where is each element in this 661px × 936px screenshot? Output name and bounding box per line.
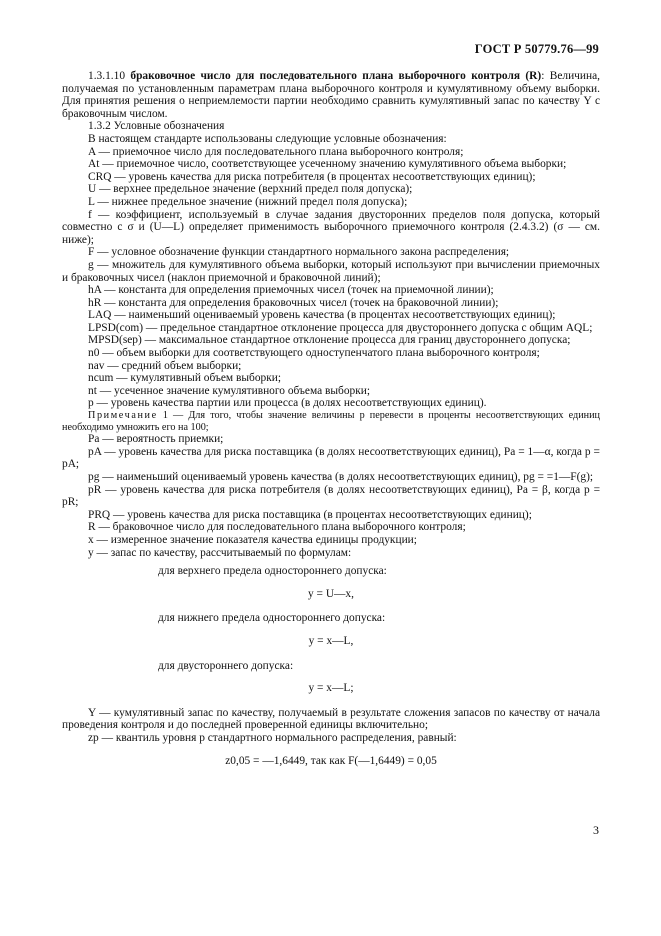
definition-item: F — условное обозначение функции стандартного нормального закона распределения; — [88, 246, 510, 259]
formula: y = x—L; — [308, 682, 354, 695]
definition-item: p — уровень качества партии или процесса (в долях несоответствующих единиц). — [88, 397, 487, 410]
definition-item: Pa — вероятность приемки; — [88, 433, 224, 446]
cumulative-margin-paragraph: Y — кумулятивный запас по качеству, получаемый в результате сложения запасов по качеству от начала проведения контроля и до последней проверенной единицы включительно; — [62, 706, 600, 732]
page-body — [62, 70, 600, 779]
formula-label: для верхнего предела одностороннего допуска: — [158, 565, 387, 578]
section-heading: 1.3.2 Условные обозначения — [88, 120, 225, 133]
term-definition-paragraph — [62, 70, 600, 120]
note-text: 1 — Для того, чтобы значение величины p перевести в проценты несоответствующих единиц необходимо умножить его на 100; — [62, 410, 600, 433]
definition-item: x — измеренное значение показателя качества единицы продукции; — [88, 533, 417, 546]
term-title: браковочное число для последовательного плана выборочного контроля (R) — [130, 70, 542, 82]
final-formula: z0,05 = —1,6449, так как F(—1,6449) = 0,05 — [225, 754, 437, 767]
definition-item: LAQ — наименьший оцениваемый уровень качества (в процентах несоответствующих единиц); — [88, 309, 556, 322]
definition-item: nav — средний объем выборки; — [88, 359, 242, 372]
definition-item: n0 — объем выборки для соответствующего одноступенчатого плана выборочного контроля; — [88, 347, 540, 360]
definition-item: At — приемочное число, соответствующее усеченному значению кумулятивного объема выборки; — [88, 158, 567, 171]
definition-item: nt — усеченное значение кумулятивного объема выборки; — [88, 384, 371, 397]
formula: y = U—x, — [308, 587, 354, 600]
clause-number: 1.3.1.10 — [88, 70, 131, 82]
definition-item: pA — уровень качества для риска поставщика (в долях несоответствующих единиц), Pa = 1—α, когда p = pA; — [62, 445, 600, 471]
quantile-paragraph: zp — квантиль уровня p стандартного нормального распределения, равный: — [88, 731, 457, 744]
definition-item: A — приемочное число для последовательного плана выборочного контроля; — [88, 145, 464, 158]
definition-item: g — множитель для кумулятивного объема выборки, который используют при вычислении приемочных и браковочных чисел (наклон приемочной и браковочной линий); — [62, 258, 600, 284]
intro-paragraph: В настоящем стандарте использованы следующие условные обозначения: — [88, 132, 447, 145]
definition-item: CRQ — уровень качества для риска потребителя (в процентах несоответствующих единиц); — [88, 170, 536, 183]
definition-item: hR — константа для определения браковочных чисел (точек на браковочной линии); — [88, 296, 499, 309]
definition-item: R — браковочное число для последовательного плана выборочного контроля; — [88, 521, 466, 534]
definition-item: U — верхнее предельное значение (верхний предел поля допуска); — [88, 183, 413, 196]
note-paragraph — [62, 410, 600, 433]
definition-item: ncum — кумулятивный объем выборки; — [88, 372, 282, 385]
definition-item: f — коэффициент, используемый в случае задания двусторонних пределов поля допуска, который совместно с σ и (U—L) определяет применимость выборочного приемочного контроля (2.4.3.2) (σ — см. ниже); — [62, 208, 600, 246]
definition-item: LPSD(com) — предельное стандартное отклонение процесса для двустороннего допуска с общим AQL; — [88, 321, 593, 334]
note-label: Примечание — [88, 410, 158, 422]
definition-item: y — запас по качеству, рассчитываемый по формулам: — [88, 546, 352, 559]
definition-item: hA — константа для определения приемочных чисел (точек на приемочной линии); — [88, 284, 494, 297]
definition-item: pg — наименьший оцениваемый уровень качества (в долях несоответствующих единиц), pg = =1—F(g); — [88, 471, 594, 483]
definition-item: PRQ — уровень качества для риска поставщика (в процентах несоответствующих единиц); — [88, 508, 532, 521]
formula: y = x—L, — [308, 634, 354, 647]
definition-item: pR — уровень качества для риска потребителя (в долях несоответствующих единиц), Pa = β, когда p = pR; — [62, 483, 600, 509]
definition-item: MPSD(sep) — максимальное стандартное отклонение процесса для границ двустороннего допуска; — [88, 334, 571, 347]
formula-label: для нижнего предела одностороннего допуска: — [158, 612, 386, 625]
definition-item: L — нижнее предельное значение (нижний предел поля допуска); — [88, 195, 408, 208]
term-body: : Величина, получаемая по установленным параметрам плана выборочного контроля и кумулятивному объему выборки. Для принятия решения о неприемлемости партии необходимо сравнить кумулятивный запас по качеству Y с браковочным числом. — [62, 70, 600, 120]
formula-label: для двустороннего допуска: — [158, 659, 294, 672]
page-number: 3 — [593, 823, 599, 837]
document-header: ГОСТ Р 50779.76—99 — [474, 42, 599, 56]
